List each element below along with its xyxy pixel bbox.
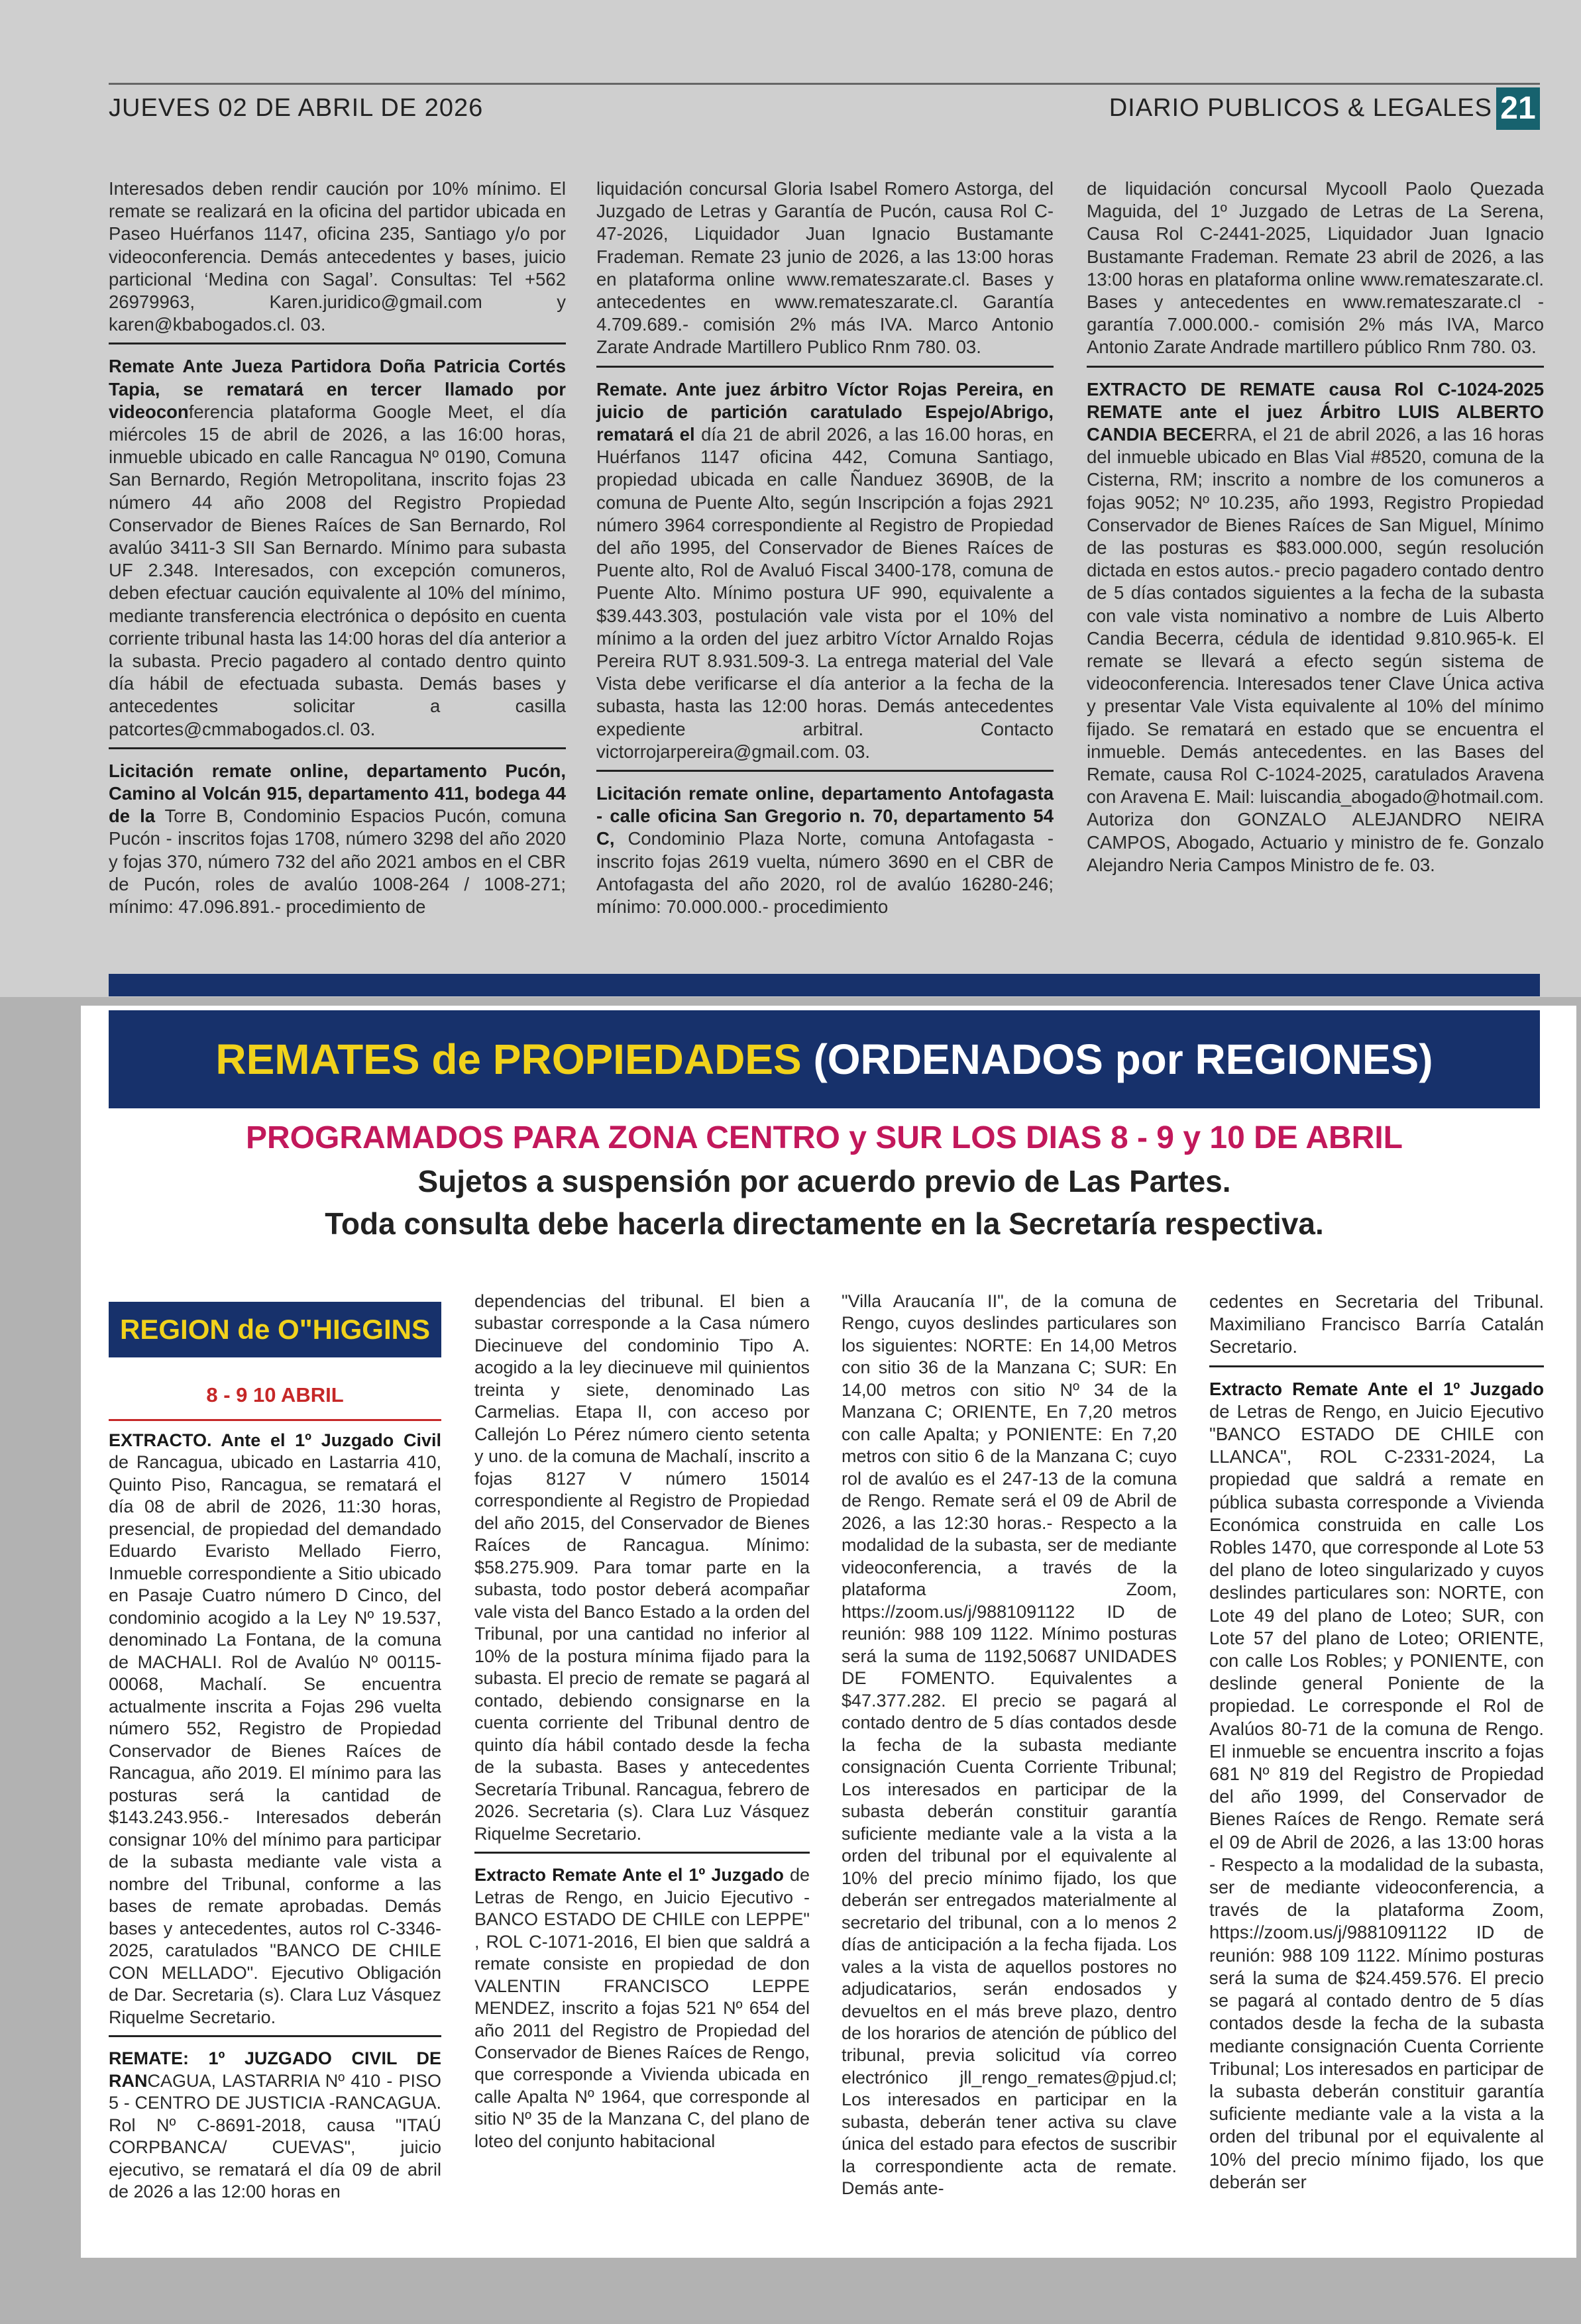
- region-divider: [109, 1419, 441, 1421]
- legal-notice: [109, 760, 566, 925]
- legal-notice: [474, 1864, 810, 2159]
- legal-notice: [596, 378, 1054, 772]
- top-column-3: [1087, 178, 1544, 894]
- notice-heading: Licitación remate online, departamento Antofagasta - calle oficina San Gregorio n. 70, departamento 54 C,: [596, 783, 1054, 849]
- page-number-badge: 21: [1496, 87, 1540, 130]
- notice-heading: Extracto Remate Ante el 1º Juzgado: [474, 1865, 784, 1885]
- bottom-column-4: [1209, 1291, 1544, 2211]
- notice-heading: EXTRACTO DE REMATE causa Rol C-1024-2025 REMATE ante el juez Árbitro LUIS ALBERTO CANDIA BECE: [1087, 378, 1544, 445]
- notice-body: Condominio Plaza Norte, comuna Antofagasta - inscrito fojas 2619 vuelta, número 3690 en el CBR de Antofagasta del año 2020, rol de avalúo 16280-246; mínimo: 70.000.000.- procedimiento: [596, 828, 1054, 918]
- page-header: [109, 83, 1540, 134]
- legal-notice: [109, 2048, 441, 2209]
- notice-body: de Letras de Rengo, en Juicio Ejecutivo -BANCO ESTADO DE CHILE con LEPPE" , ROL C-1071-2016, El bien que saldrá a remate consiste en propiedad de don VALENTIN FRANCISCO LEPPE MENDEZ, inscrito a fojas 521 Nº 654 del año 2011 del Registro de Propiedad del Conservador de Bienes Raíces de Rengo, que corresponde a Vivienda ubicada en calle Apalta Nº 1964, que corresponde al sitio Nº 35 de la Manzana C, del plano de loteo del conjunto habitacional: [474, 1865, 810, 2151]
- notice-body: dependencias del tribunal. El bien a subastar corresponde a la Casa número Diecinueve del condominio Tipo A. acogido a la ley diecinueve mil quinientos treinta y siete, denominado Las Carmelias. Etapa II, con acceso por Callejón Lo Pérez número ciento setenta y uno. de la comuna de Machalí, inscrito a fojas 8127 V número 15014 correspondiente al Registro de Propiedad del año 2015, del Conservador de Bienes Raíces de Rancagua. Mínimo: $58.275.909. Para tomar parte en la subasta, todo postor deberá acompañar vale vista del Banco Estado a la orden del Tribunal, por una cantidad no inferior al 10% de la postura mínima fijado para la subasta. El precio de remate se pagará al contado, debiendo consignarse en la cuenta corriente del Tribunal dentro de quinto día hábil contado desde la fecha de la subasta. Bases y antecedentes Secretaría Tribunal. Rancagua, febrero de 2026. Secretaria (s). Clara Luz Vásquez Riquelme Secretario.: [474, 1291, 810, 1844]
- notice-heading: Extracto Remate Ante el 1º Juzgado: [1209, 1378, 1544, 1399]
- top-column-1: [109, 178, 566, 935]
- legal-notice: [109, 1430, 441, 2037]
- notice-heading: Remate. Ante juez árbitro Víctor Rojas Pereira, en juicio de partición caratulado Espejo/Abrigo, rematará el: [596, 378, 1054, 445]
- notice-body: cedentes en Secretaria del Tribunal. Maximiliano Francisco Barría Catalán Secretario.: [1209, 1291, 1544, 1357]
- legal-notice: [842, 1291, 1177, 2207]
- notice-body: día 21 de abril 2026, a las 16.00 horas, en Huérfanos 1147 oficina 442, Comuna Santiago, propiedad ubicada en calle Ñanduez 3690B, de la comuna de Puente Alto, según Inscripción a fojas 2921 número 3964 correspondiente al Registro de Propiedad del año 1995, del Conservador de Bienes Raíces de Puente alto, Rol de Avaluó Fiscal 3400-178, comuna de Puente Alto. Mínimo postura UF 990, equivalente a $39.443.303, postulación vale vista por el 10% del mínimo a la orden del juez arbitro Víctor Arnaldo Rojas Pereira RUT 8.931.509-3. La entrega material del Vale Vista debe verificarse el día anterior a la fecha de la subasta, hasta las 12:00 horas. Demás antecedentes expediente arbitral. Contacto victorrojarpereira@gmail.com. 03.: [596, 424, 1054, 762]
- notice-heading: REMATE: 1º JUZGADO CIVIL DE RAN: [109, 2048, 441, 2091]
- notice-body: de liquidación concursal Mycooll Paolo Quezada Maguida, del 1º Juzgado de Letras de La Serena, Causa Rol C-2441-2025, Liquidador Juan Ignacio Bustamante Frademan. Remate 23 abril de 2026, a las 13:00 horas en plataforma online www.remateszarate.cl. Bases y antecedentes en www.remateszarate.cl - garantía 7.000.000.- comisión 2% más IVA, Marco Antonio Zarate Andrade martillero público Rnm 780. 03.: [1087, 178, 1544, 358]
- notice-body: liquidación concursal Gloria Isabel Romero Astorga, del Juzgado de Letras y Garantía de Pucón, causa Rol C-47-2026, Liquidador Juan Ignacio Bustamante Frademan. Remate 23 junio de 2026, a las 13:00 horas en plataforma online www.remateszarate.cl. Bases y antecedentes en www.remateszarate.cl. Garantía 4.709.689.- comisión 2% más IVA. Marco Antonio Zarate Andrade Martillero Publico Rnm 780. 03.: [596, 178, 1054, 358]
- region-dates: 8 - 9 10 ABRIL: [206, 1383, 344, 1406]
- notice-heading: Licitación remate online, departamento Pucón, Camino al Volcán 915, departamento 411, bodega 44 de la: [109, 760, 566, 827]
- banner-title: [215, 1035, 1433, 1083]
- notice-heading: Remate Ante Jueza Partidora Doña Patricia Cortés Tapia, se rematará en tercer llamado por videocon: [109, 356, 566, 422]
- legal-notice: [1087, 378, 1544, 883]
- notice-body: de Letras de Rengo, en Juicio Ejecutivo "BANCO ESTADO DE CHILE con LLANCA", ROL C-2331-2024, La propiedad que saldrá a remate en pública subasta corresponde a Vivienda Económica construida en calle Los Robles 1470, que corresponde al Lote 53 del plano de loteo singularizado y cuyos deslindes particulares son: NORTE, con Lote 49 del plano de Loteo; SUR, con Lote 57 del plano de Loteo; ORIENTE, con calle Los Robles; y PONIENTE, con deslinde general Poniente de la propiedad. Le corresponde el Rol de Avalúos 80-71 de la comuna de Rengo. El inmueble se encuentra inscrito a fojas 681 Nº 819 del Registro de Propiedad del año 1999, del Conservador de Bienes Raíces de Rengo. Remate será el 09 de Abril de 2026, a las 13:00 horas - Respecto a la modalidad de la subasta, ser de mediante videoconferencia, a través de la plataforma Zoom, https://zoom.us/j/9881091122 ID de reunión: 988 109 1122. Mínimo posturas será la suma de $24.459.576. El precio se pagará al contado dentro de 5 días contados desde la fecha de la subasta mediante consignación Cuenta Corriente Tribunal; Los interesados en participar de la subasta deberán constituir garantía suficiente mediante vale a la vista a la orden del tribunal por el equivalente al 10% del precio mínimo fijado, los que deberán ser: [1209, 1400, 1544, 2192]
- bottom-column-2: [474, 1291, 810, 2170]
- banner-title-part2: (ORDENADOS por REGIONES): [801, 1035, 1433, 1083]
- banner-title-part1: REMATES de PROPIEDADES: [215, 1035, 802, 1083]
- top-column-2: [596, 178, 1054, 935]
- notice-body: RRA, el 21 de abril 2026, a las 16 horas del inmueble ubicado en Blas Vial #8520, comuna de la Cisterna, RM; inscrito a nombre de los comuneros a fojas 9052; Nº 10.235, año 1993, Registro Propiedad Conservador de Bienes Raíces de San Miguel, Mínimo de las posturas es $83.000.000, según resolución dictada en estos autos.- precio pagadero contado dentro de 5 días contados siguientes a la fecha de la subasta con vale vista nominativo a nombre de Luis Alberto Candia Becerra, cédula de identidad 9.810.965-k. El remate se llevará a efecto según sistema de videoconferencia. Interesados tener Clave Única activa y presentar Vale Vista equivalente al 10% del mínimo fijado. Se rematará en estado que se encuentra el inmueble. Demás antecedentes. en las Bases del Remate, causa Rol C-1024-2025, caratulados Aravena con Aravena E. Mail: luiscandia_abogado@hotmail.com. Autoriza don GONZALO ALEJANDRO NEIRA CAMPOS, Abogado, Actuario y ministro de fe. Gonzalo Alejandro Neria Campos Ministro de fe. 03.: [1087, 424, 1544, 875]
- bottom-column-3: [842, 1291, 1177, 2217]
- consultation-note: Toda consulta debe hacerla directamente en la Secretaría respectiva.: [325, 1206, 1324, 1241]
- bottom-column-1: [109, 1430, 441, 2220]
- suspension-note: Sujetos a suspensión por acuerdo previo de Las Partes.: [417, 1164, 1231, 1198]
- notice-body: de Rancagua, ubicado en Lastarria 410, Quinto Piso, Rancagua, se rematará el día 08 de abril de 2026, 11:30 horas, presencial, de propiedad del demandado Eduardo Evaristo Mellado Fierro, Inmueble correspondiente a Sitio ubicado en Pasaje Cuatro número D Cinco, del condominio acogido a la Ley Nº 19.537, denominado La Fontana, de la comuna de MACHALI. Rol de Avalúo Nº 00115-00068, Machalí. Se encuentra actualmente inscrita a Fojas 296 vuelta número 552, Registro de Propiedad Conservador de Bienes Raíces de Rancagua, año 2019. El mínimo para las posturas será la cantidad de $143.243.956.- Interesados deberán consignar 10% del mínimo para participar de la subasta mediante vale vista a nombre del Tribunal, conforme a las bases de remate aprobadas. Demás bases y antecedentes, autos rol C-3346-2025, caratulados "BANCO DE CHILE CON MELLADO". Ejecutivo Obligación de Dar. Secretaria (s). Clara Luz Vásquez Riquelme Secretario.: [109, 1452, 441, 2027]
- header-date: JUEVES 02 DE ABRIL DE 2026: [109, 94, 484, 122]
- notice-body: ferencia plataforma Google Meet, el día miércoles 15 de abril de 2026, a las 16:00 horas, inmueble ubicado en calle Rancagua Nº 0190, Comuna San Bernardo, Región Metropolitana, inscrito fojas 23 número 44 año 2008 del Registro Propiedad Conservador de Bienes Raíces de San Bernardo, Rol avalúo 3411-3 SII San Bernardo. Mínimo para subasta UF 2.348. Interesados, con excepción comuneros, deben efectuar caución equivalente al 10% del mínimo, mediante transferencia electrónica o depósito en cuenta corriente tribunal hasta las 14:00 horas del día anterior a la subasta. Precio pagadero al contado dentro quinto día hábil de efectuada subasta. Demás bases y antecedentes solicitar a casilla patcortes@cmmabogados.cl. 03.: [109, 401, 566, 739]
- section-separator-bar: [109, 974, 1540, 996]
- schedule-subheading: PROGRAMADOS PARA ZONA CENTRO y SUR LOS DIAS 8 - 9 y 10 DE ABRIL: [246, 1120, 1403, 1155]
- section-banner: [109, 1010, 1540, 1108]
- legal-notice: [474, 1291, 810, 1854]
- legal-notice: [109, 178, 566, 344]
- header-publication: DIARIO PUBLICOS & LEGALES: [1109, 94, 1492, 122]
- region-title-box: REGION de O"HIGGINS: [109, 1302, 441, 1357]
- legal-notice: [109, 355, 566, 749]
- notice-body: CAGUA, LASTARRIA Nº 410 - PISO 5 - CENTRO DE JUSTICIA -RANCAGUA. Rol Nº C-8691-2018, causa "ITAÚ CORPBANCA/ CUEVAS", juicio ejecutivo, se rematará el día 09 de abril de 2026 a las 12:00 horas en: [109, 2070, 441, 2201]
- notice-body: "Villa Araucanía II", de la comuna de Rengo, cuyos deslindes particulares son los siguientes: NORTE: En 14,00 Metros con sitio 36 de la Manzana C; SUR: En 14,00 metros con sitio Nº 34 de la Manzana C; ORIENTE, En 7,20 metros con calle Apalta; y PONIENTE: En 7,20 metros con sitio 6 de la Manzana C; cuyo rol de avalúo es el 247-13 de la comuna de Rengo. Remate será el 09 de Abril de 2026, a las 12:30 horas.- Respecto a la modalidad de la subasta, ser de mediante videoconferencia, a través de la plataforma Zoom, https://zoom.us/j/9881091122 ID de reunión: 988 109 1122. Mínimo posturas será la suma de 1192,50687 UNIDADES DE FOMENTO. Equivalentes a $47.377.282. El precio se pagará al contado dentro de 5 días contados desde la fecha de la subasta mediante consignación Cuenta Corriente Tribunal; Los interesados en participar de la subasta deberán constituir garantía suficiente mediante vale a la vista a la orden del tribunal por el equivalente al 10% del precio mínimo fijado, los que deberán ser entregados materialmente al secretario del tribunal, con a lo menos 2 días de anticipación a la fecha fijada. Los vales a la vista de aquellos postores no adjudicatarios, serán endosados y devueltos en el más breve plazo, dentro de los horarios de atención de público del tribunal, previa solicitud vía correo electrónico jll_rengo_remates@pjud.cl; Los interesados en participar en la subasta, deberán tener activa su clave única del estado para efectos de suscribir la correspondiente acta de remate. Demás ante-: [842, 1291, 1177, 2199]
- legal-notice: [596, 178, 1054, 368]
- legal-notice: [1087, 178, 1544, 368]
- notice-heading: EXTRACTO. Ante el 1º Juzgado Civil: [109, 1430, 441, 1450]
- legal-notice: [1209, 1378, 1544, 2200]
- legal-notice: [1209, 1291, 1544, 1367]
- notice-body: Torre B, Condominio Espacios Pucón, comuna Pucón - inscritos fojas 1708, número 3298 del año 2020 y fojas 370, número 732 del año 2021 ambos en el CBR de Pucón, roles de avalúo 1008-264 / 1008-271; mínimo: 47.096.891.- procedimiento de: [109, 806, 566, 918]
- notice-body: Interesados deben rendir caución por 10% mínimo. El remate se realizará en la oficina del partidor ubicada en Paseo Huérfanos 1147, oficina 235, Santiago y/o por videoconferencia. Demás antecedentes y bases, juicio particional ‘Medina con Sagal’. Consultas: Tel +562 26979963, Karen.juridico@gmail.com y karen@kbabogados.cl. 03.: [109, 178, 566, 335]
- legal-notice: [596, 782, 1054, 925]
